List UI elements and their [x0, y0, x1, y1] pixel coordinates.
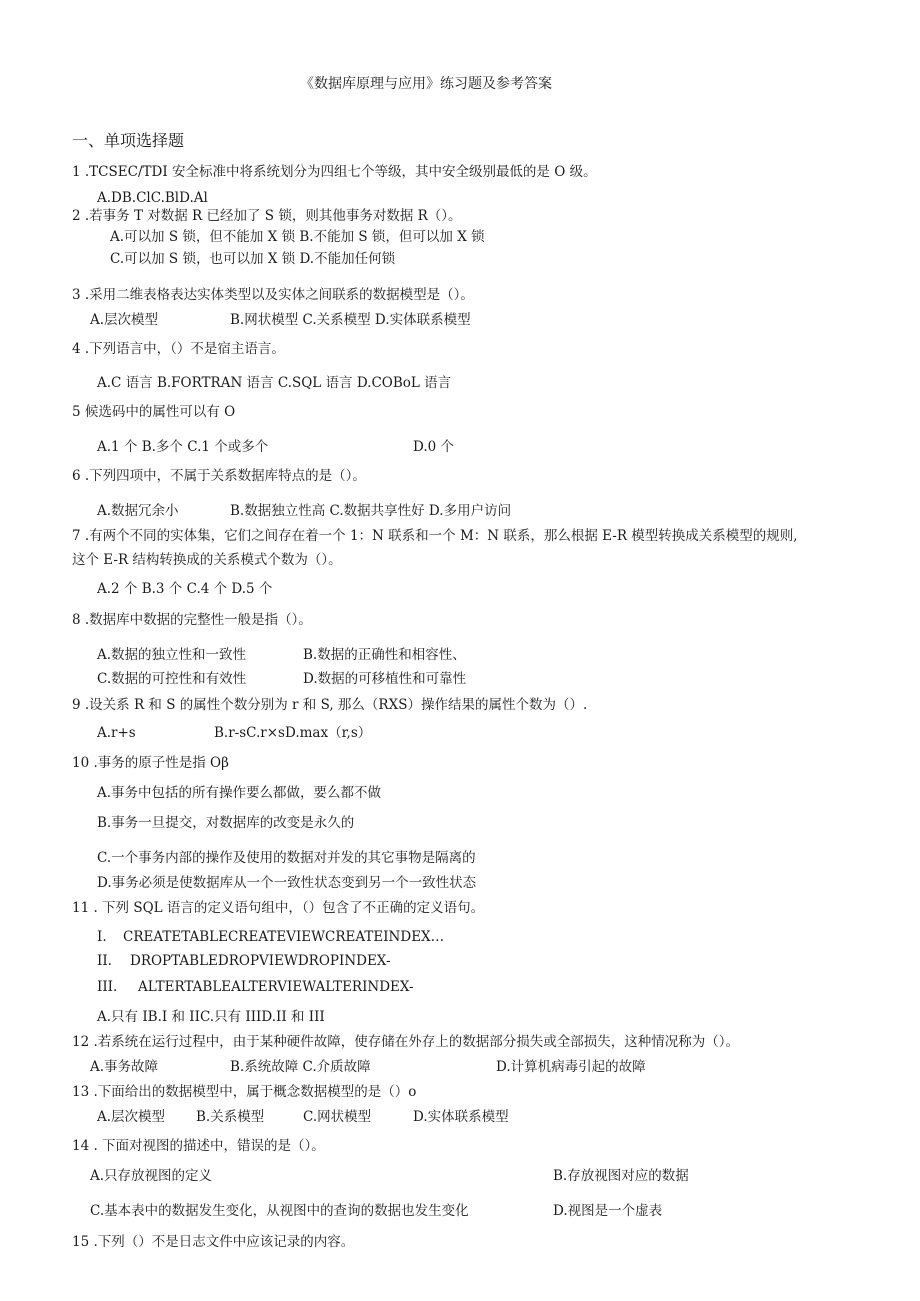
- q8-option-b: B.数据的正确性和相容性、: [303, 647, 466, 663]
- q6-option-a: A.数据冗余小: [97, 503, 179, 519]
- q4-options: A.C 语言 B.FORTRAN 语言 C.SQL 语言 D.COBoL 语言: [97, 375, 452, 391]
- question-6: 6 .下列四项中，不属于关系数据库特点的是（）。: [72, 468, 366, 484]
- question-10: 10 .事务的原子性是指 Oβ: [72, 755, 229, 771]
- q14-option-c: C.基本表中的数据发生变化，从视图中的查询的数据也发生变化: [90, 1203, 469, 1219]
- q6-options-rest: B.数据独立性高 C.数据共享性好 D.多用户访问: [230, 503, 512, 519]
- question-3: 3 .采用二维表格表达实体类型以及实体之间联系的数据模型是（）。: [72, 287, 474, 303]
- q11-item-ii: DROPTABLEDROPVIEWDROPINDEX-: [130, 953, 391, 969]
- q10-option-c: C.一个事务内部的操作及使用的数据对并发的其它事物是隔离的: [97, 850, 476, 866]
- q13-option-d: D.实体联系模型: [413, 1109, 509, 1125]
- q13-option-b: B.关系模型: [196, 1109, 265, 1125]
- question-7-line1: 7 .有两个不同的实体集，它们之间存在着一个 1：N 联系和一个 M：N 联系，那么根据 E-R 模型转换成关系模型的规则,: [72, 528, 798, 544]
- q12-options-bc: B.系统故障 C.介质故障: [230, 1059, 371, 1075]
- question-11: 11 . 下列 SQL 语言的定义语句组中，（）包含了不正确的定义语句。: [72, 900, 485, 916]
- question-8: 8 .数据库中数据的完整性一般是指（）。: [72, 612, 312, 628]
- q10-option-d: D.事务必须是使数据库从一个一致性状态变到另一个一致性状态: [97, 875, 477, 891]
- question-14: 14 . 下面对视图的描述中，错误的是（）。: [72, 1138, 325, 1154]
- q9-option-a: A.r+s: [97, 725, 136, 741]
- q11-item-iii: ALTERTABLEALTERVIEWALTERINDEX-: [138, 979, 414, 995]
- question-4: 4 .下列语言中，（）不是宿主语言。: [72, 341, 285, 357]
- q13-option-c: C.网状模型: [303, 1109, 372, 1125]
- q13-option-a: A.层次模型: [97, 1109, 166, 1125]
- section-heading: 一、单项选择题: [72, 131, 185, 150]
- q2-options-line2: C.可以加 S 锁，也可以加 X 锁 D.不能加任何锁: [110, 251, 396, 267]
- q8-option-d: D.数据的可移植性和可靠性: [303, 671, 467, 687]
- q12-option-d: D.计算机病毒引起的故障: [496, 1059, 646, 1075]
- q12-option-a: A.事务故障: [90, 1059, 159, 1075]
- q10-option-a: A.事务中包括的所有操作要么都做，要么都不做: [97, 785, 382, 801]
- question-13: 13 .下面给出的数据模型中，属于概念数据模型的是（）o: [72, 1084, 417, 1100]
- question-5: 5 候选码中的属性可以有 O: [72, 404, 236, 420]
- question-9: 9 .设关系 R 和 S 的属性个数分别为 r 和 S, 那么（RXS）操作结果的属性个数为（）.: [72, 697, 588, 713]
- q5-option-d: D.0 个: [413, 439, 455, 455]
- q11-item-i-number: I.: [97, 929, 107, 945]
- q8-option-a: A.数据的独立性和一致性: [97, 647, 247, 663]
- q14-option-d: D.视图是一个虚表: [553, 1203, 663, 1219]
- q14-option-a: A.只存放视图的定义: [90, 1168, 213, 1184]
- q3-options-rest: B.网状模型 C.关系模型 D.实体联系模型: [230, 312, 471, 328]
- question-12: 12 .若系统在运行过程中，由于某种硬件故障，使存储在外存上的数据部分损失或全部损失，这种情况称为（）。: [72, 1034, 740, 1050]
- question-7-line2: 这个 E-R 结构转换成的关系模式个数为（）。: [72, 552, 342, 568]
- q11-item-i: CREATETABLECREATEVIEWCREATEINDEX…: [123, 929, 445, 945]
- q11-item-iii-number: III.: [97, 979, 118, 995]
- q3-option-a: A.层次模型: [90, 312, 159, 328]
- q7-options: A.2 个 B.3 个 C.4 个 D.5 个: [97, 581, 273, 597]
- q9-options-rest: B.r-sC.r×sD.max（r,s）: [214, 725, 372, 741]
- q1-options: A.DB.ClC.BlD.Al: [97, 190, 208, 206]
- q11-item-ii-number: II.: [97, 953, 112, 969]
- question-2: 2 .若事务 T 对数据 R 已经加了 S 锁，则其他事务对数据 R（）。: [72, 208, 462, 224]
- q2-options-line1: A.可以加 S 锁，但不能加 X 锁 B.不能加 S 锁，但可以加 X 锁: [110, 229, 485, 245]
- document-title: 《数据库原理与应用》练习题及参考答案: [300, 76, 552, 92]
- question-1: 1 .TCSEC/TDI 安全标准中将系统划分为四组七个等级，其中安全级别最低的是 O 级。: [72, 164, 597, 180]
- q5-options-abc: A.1 个 B.多个 C.1 个或多个: [97, 439, 269, 455]
- q8-option-c: C.数据的可控性和有效性: [97, 671, 247, 687]
- q14-option-b: B.存放视图对应的数据: [553, 1168, 689, 1184]
- q11-options: A.只有 IB.I 和 IIC.只有 IIID.II 和 III: [97, 1009, 325, 1025]
- question-15: 15 .下列（）不是日志文件中应该记录的内容。: [72, 1234, 355, 1250]
- q10-option-b: B.事务一旦提交，对数据库的改变是永久的: [97, 815, 355, 831]
